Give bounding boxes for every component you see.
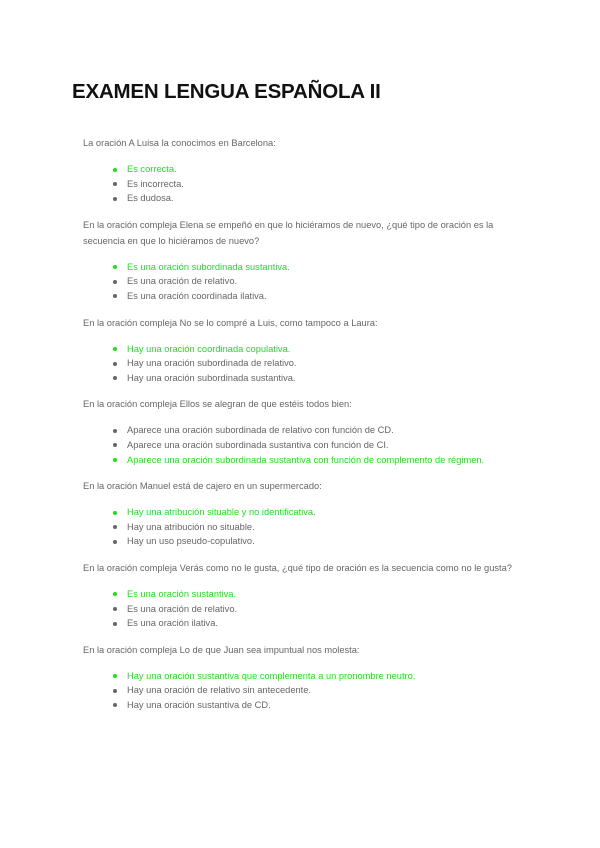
answer-text: Hay una oración subordinada de relativo.: [127, 358, 297, 369]
answer-text: Hay una oración subordinada sustantiva.: [127, 372, 296, 383]
answer-text: Hay un uso pseudo-copulativo.: [127, 536, 255, 547]
answer-option: [113, 371, 523, 386]
answer-text: Es una oración de relativo.: [127, 276, 238, 287]
answer-list: [83, 342, 523, 386]
answer-text: Es dudosa.: [127, 193, 174, 204]
answer-option: [113, 534, 523, 549]
bullet-icon: [113, 622, 117, 626]
bullet-icon: [113, 347, 117, 351]
answer-option: [113, 698, 523, 713]
bullet-icon: [113, 362, 117, 366]
bullet-icon: [113, 182, 117, 186]
answer-option-correct: [113, 162, 523, 177]
bullet-icon: [113, 525, 117, 529]
bullet-icon: [113, 607, 117, 611]
question-text: En la oración compleja Ellos se alegran de que estéis todos bien:: [83, 399, 352, 410]
answer-option-correct: [113, 669, 523, 684]
bullet-icon: [113, 458, 117, 462]
bullet-icon: [113, 540, 117, 544]
answer-option-correct: [113, 505, 523, 520]
bullet-icon: [113, 443, 117, 447]
question-text: En la oración compleja Verás como no le gusta, ¿qué tipo de oración es la secuencia como no le gusta?: [83, 562, 512, 573]
bullet-icon: [113, 511, 117, 515]
answer-text: Es una oración de relativo.: [127, 603, 238, 614]
question-text: En la oración compleja Elena se empeñó en que lo hiciéramos de nuevo, ¿qué tipo de oración es la secuencia en que lo hiciéramos de nuevo?: [83, 219, 494, 246]
answer-text: Aparece una oración subordinada sustantiva con función de CI.: [127, 439, 389, 450]
question-text: En la oración compleja Lo de que Juan sea impuntual nos molesta:: [83, 644, 360, 655]
answer-list: [83, 260, 523, 304]
answer-text: Hay una oración de relativo sin antecedente.: [127, 685, 311, 696]
bullet-icon: [113, 280, 117, 284]
bullet-icon: [113, 197, 117, 201]
question-text: En la oración compleja No se lo compré a Luis, como tampoco a Laura:: [83, 317, 378, 328]
answer-text: Es correcta.: [127, 164, 177, 174]
bullet-icon: [113, 294, 117, 298]
answer-option: [113, 683, 523, 698]
answer-option: [113, 602, 523, 617]
answer-text: Es una oración sustantiva.: [127, 588, 237, 599]
answer-option: [113, 191, 523, 206]
answer-option-correct: [113, 342, 523, 357]
answer-list: [83, 505, 523, 549]
answer-option-correct: [113, 453, 523, 468]
bullet-icon: [113, 703, 117, 707]
exam-content: [83, 135, 523, 723]
answer-text: Hay una atribución situable y no identificativa.: [127, 507, 316, 518]
bullet-icon: [113, 592, 117, 596]
answer-text: Aparece una oración subordinada de relativo con función de CD.: [127, 425, 394, 436]
answer-option-correct: [113, 260, 523, 275]
answer-text: Hay una oración coordinada copulativa.: [127, 343, 291, 354]
answer-list: [83, 162, 523, 206]
answer-text: Hay una oración sustantiva de CD.: [127, 699, 271, 710]
bullet-icon: [113, 376, 117, 380]
answer-text: Aparece una oración subordinada sustantiva con función de complemento de régimen.: [127, 454, 485, 465]
answer-option: [113, 177, 523, 192]
answer-option: [113, 616, 523, 631]
answer-option: [113, 274, 523, 289]
answer-text: Es una oración ilativa.: [127, 618, 218, 629]
question-text: La oración A Luisa la conocimos en Barcelona:: [83, 138, 276, 148]
answer-text: Es una oración subordinada sustantiva.: [127, 261, 290, 272]
document-title: EXAMEN LENGUA ESPAÑOLA II: [72, 80, 381, 103]
answer-option: [113, 520, 523, 535]
answer-option: [113, 356, 523, 371]
bullet-icon: [113, 689, 117, 693]
bullet-icon: [113, 168, 117, 172]
question-text: En la oración Manuel está de cajero en un supermercado:: [83, 481, 322, 492]
answer-list: [83, 669, 523, 713]
bullet-icon: [113, 265, 117, 269]
answer-text: Hay una atribución no situable.: [127, 521, 255, 532]
answer-option-correct: [113, 587, 523, 602]
answer-option: [113, 438, 523, 453]
bullet-icon: [113, 429, 117, 433]
answer-option: [113, 423, 523, 438]
answer-text: Hay una oración sustantiva que complementa a un pronombre neutro.: [127, 670, 416, 681]
answer-text: Es incorrecta.: [127, 178, 184, 189]
answer-list: [83, 423, 523, 467]
answer-list: [83, 587, 523, 631]
bullet-icon: [113, 674, 117, 678]
answer-option: [113, 289, 523, 304]
answer-text: Es una oración coordinada ilativa.: [127, 290, 267, 301]
